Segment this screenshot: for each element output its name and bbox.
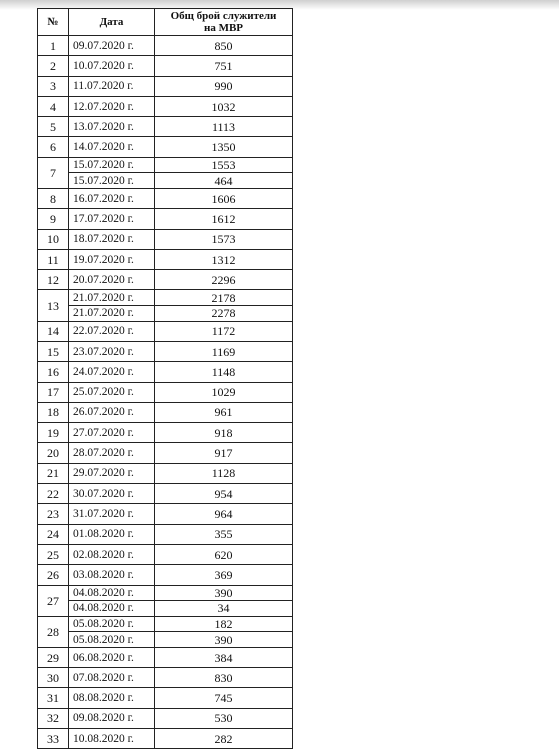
table-header-row — [38, 9, 293, 36]
row-employee-count: 369 — [155, 565, 293, 585]
row-employee-count: 1350 — [155, 137, 293, 157]
row-date: 18.07.2020 г. — [69, 229, 155, 249]
row-employee-count: 918 — [155, 423, 293, 443]
row-number: 32 — [38, 708, 69, 728]
table-row — [38, 601, 293, 617]
employees-table — [37, 8, 293, 749]
table-row — [38, 708, 293, 728]
table-row — [38, 647, 293, 667]
row-employee-count: 390 — [155, 632, 293, 648]
row-date: 28.07.2020 г. — [69, 443, 155, 463]
table-row — [38, 423, 293, 443]
table-row — [38, 290, 293, 306]
row-employee-count: 1312 — [155, 249, 293, 269]
row-number: 11 — [38, 249, 69, 269]
row-number: 23 — [38, 504, 69, 524]
row-date: 22.07.2020 г. — [69, 321, 155, 341]
row-employee-count: 1553 — [155, 157, 293, 173]
table-row — [38, 585, 293, 601]
row-date: 23.07.2020 г. — [69, 341, 155, 361]
header-employee-count — [155, 9, 293, 36]
row-number: 3 — [38, 76, 69, 96]
header-number: № — [38, 9, 69, 36]
row-date: 10.07.2020 г. — [69, 56, 155, 76]
row-date: 06.08.2020 г. — [69, 647, 155, 667]
table-row — [38, 36, 293, 56]
table-row — [38, 341, 293, 361]
row-number: 25 — [38, 544, 69, 564]
row-number: 10 — [38, 229, 69, 249]
row-date: 10.08.2020 г. — [69, 729, 155, 749]
row-number: 18 — [38, 402, 69, 422]
table-row — [38, 249, 293, 269]
row-employee-count: 961 — [155, 402, 293, 422]
document-page — [37, 8, 293, 749]
row-date: 05.08.2020 г. — [69, 616, 155, 632]
table-row — [38, 632, 293, 648]
table-row — [38, 321, 293, 341]
row-number: 16 — [38, 362, 69, 382]
row-number: 30 — [38, 668, 69, 688]
row-employee-count: 182 — [155, 616, 293, 632]
table-row — [38, 729, 293, 749]
row-employee-count: 954 — [155, 484, 293, 504]
row-date: 11.07.2020 г. — [69, 76, 155, 96]
table-row — [38, 56, 293, 76]
row-employee-count: 282 — [155, 729, 293, 749]
row-number: 4 — [38, 96, 69, 116]
row-date: 05.08.2020 г. — [69, 632, 155, 648]
row-employee-count: 1172 — [155, 321, 293, 341]
row-number: 17 — [38, 382, 69, 402]
row-number: 9 — [38, 209, 69, 229]
row-employee-count: 1032 — [155, 96, 293, 116]
row-date: 24.07.2020 г. — [69, 362, 155, 382]
row-employee-count: 1169 — [155, 341, 293, 361]
table-row — [38, 668, 293, 688]
row-employee-count: 1029 — [155, 382, 293, 402]
row-employee-count: 1606 — [155, 188, 293, 208]
table-row — [38, 688, 293, 708]
row-employee-count: 1573 — [155, 229, 293, 249]
table-row — [38, 306, 293, 322]
row-date: 09.07.2020 г. — [69, 36, 155, 56]
row-number: 22 — [38, 484, 69, 504]
row-employee-count: 964 — [155, 504, 293, 524]
row-date: 13.07.2020 г. — [69, 117, 155, 137]
table-row — [38, 616, 293, 632]
row-number: 8 — [38, 188, 69, 208]
row-number: 15 — [38, 341, 69, 361]
row-date: 12.07.2020 г. — [69, 96, 155, 116]
row-date: 04.08.2020 г. — [69, 585, 155, 601]
row-employee-count: 1612 — [155, 209, 293, 229]
row-date: 15.07.2020 г. — [69, 157, 155, 173]
row-date: 14.07.2020 г. — [69, 137, 155, 157]
row-date: 03.08.2020 г. — [69, 565, 155, 585]
row-date: 15.07.2020 г. — [69, 173, 155, 189]
table-row — [38, 402, 293, 422]
row-date: 07.08.2020 г. — [69, 668, 155, 688]
row-employee-count: 34 — [155, 601, 293, 617]
row-employee-count: 745 — [155, 688, 293, 708]
row-number: 6 — [38, 137, 69, 157]
row-number: 33 — [38, 729, 69, 749]
table-row — [38, 382, 293, 402]
table-row — [38, 443, 293, 463]
row-date: 01.08.2020 г. — [69, 524, 155, 544]
row-date: 21.07.2020 г. — [69, 290, 155, 306]
row-employee-count: 1128 — [155, 463, 293, 483]
table-row — [38, 484, 293, 504]
row-number: 21 — [38, 463, 69, 483]
row-employee-count: 917 — [155, 443, 293, 463]
table-row — [38, 362, 293, 382]
header-count-line1: Общ брой служители — [170, 10, 277, 22]
row-employee-count: 2278 — [155, 306, 293, 322]
row-number: 26 — [38, 565, 69, 585]
row-employee-count: 990 — [155, 76, 293, 96]
row-number: 20 — [38, 443, 69, 463]
row-date: 09.08.2020 г. — [69, 708, 155, 728]
table-row — [38, 565, 293, 585]
table-row — [38, 137, 293, 157]
row-date: 30.07.2020 г. — [69, 484, 155, 504]
table-row — [38, 96, 293, 116]
row-number: 14 — [38, 321, 69, 341]
row-employee-count: 620 — [155, 544, 293, 564]
row-number: 13 — [38, 290, 69, 321]
row-date: 27.07.2020 г. — [69, 423, 155, 443]
row-employee-count: 850 — [155, 36, 293, 56]
row-date: 29.07.2020 г. — [69, 463, 155, 483]
table-row — [38, 209, 293, 229]
row-number: 28 — [38, 616, 69, 647]
table-row — [38, 117, 293, 137]
row-number: 12 — [38, 270, 69, 290]
header-count-line2: на МВР — [203, 22, 244, 34]
row-employee-count: 390 — [155, 585, 293, 601]
row-number: 29 — [38, 647, 69, 667]
row-employee-count: 1148 — [155, 362, 293, 382]
row-date: 25.07.2020 г. — [69, 382, 155, 402]
row-date: 26.07.2020 г. — [69, 402, 155, 422]
row-number: 1 — [38, 36, 69, 56]
table-row — [38, 173, 293, 189]
table-row — [38, 76, 293, 96]
table-row — [38, 463, 293, 483]
row-date: 21.07.2020 г. — [69, 306, 155, 322]
row-employee-count: 1113 — [155, 117, 293, 137]
table-body — [38, 36, 293, 749]
row-number: 31 — [38, 688, 69, 708]
row-employee-count: 464 — [155, 173, 293, 189]
table-row — [38, 188, 293, 208]
table-row — [38, 544, 293, 564]
table-row — [38, 157, 293, 173]
row-date: 31.07.2020 г. — [69, 504, 155, 524]
row-number: 27 — [38, 585, 69, 616]
row-number: 24 — [38, 524, 69, 544]
row-date: 16.07.2020 г. — [69, 188, 155, 208]
row-employee-count: 355 — [155, 524, 293, 544]
table-row — [38, 504, 293, 524]
row-employee-count: 2178 — [155, 290, 293, 306]
row-employee-count: 751 — [155, 56, 293, 76]
table-row — [38, 229, 293, 249]
table-row — [38, 270, 293, 290]
row-number: 2 — [38, 56, 69, 76]
header-date: Дата — [69, 9, 155, 36]
row-employee-count: 530 — [155, 708, 293, 728]
table-row — [38, 524, 293, 544]
row-employee-count: 830 — [155, 668, 293, 688]
row-date: 08.08.2020 г. — [69, 688, 155, 708]
row-employee-count: 2296 — [155, 270, 293, 290]
row-number: 5 — [38, 117, 69, 137]
row-date: 04.08.2020 г. — [69, 601, 155, 617]
row-date: 17.07.2020 г. — [69, 209, 155, 229]
row-number: 7 — [38, 157, 69, 188]
row-number: 19 — [38, 423, 69, 443]
row-employee-count: 384 — [155, 647, 293, 667]
row-date: 02.08.2020 г. — [69, 544, 155, 564]
row-date: 20.07.2020 г. — [69, 270, 155, 290]
row-date: 19.07.2020 г. — [69, 249, 155, 269]
